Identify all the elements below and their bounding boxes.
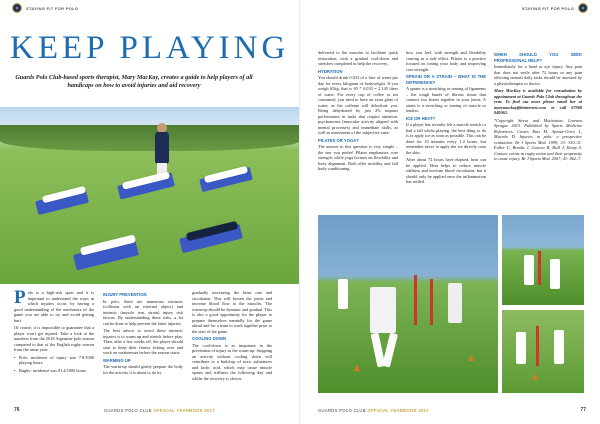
player-figure bbox=[554, 330, 564, 364]
agility-pole bbox=[538, 251, 541, 285]
article-column-2 bbox=[103, 290, 183, 377]
trainer-figure bbox=[155, 132, 169, 164]
agility-pole bbox=[536, 326, 539, 366]
club-crest-icon bbox=[578, 3, 588, 13]
article-column-3 bbox=[192, 290, 272, 383]
subheading: WHEN SHOULD YOU SEEK PROFESSIONAL HELP? bbox=[494, 52, 582, 63]
body-text: Of course, it is impossible to guarantee that a player won't get injured. Take a look at the numbers from the 2018 Argentine polo season compared to that of the English rugby season from the same year: bbox=[14, 325, 94, 352]
body-text: If a player has recently felt a muscle stretch or had a fall whilst playing, the best thing to do is to apply ice as soon as possible. This can be done for 10 minutes every 1-2 hours, but remember never to apply the ice directly onto the skin. bbox=[406, 122, 486, 155]
drop-cap: P bbox=[14, 287, 26, 308]
body-text: You should drink 0.033 of a litre of water per day for every kilogram of bodyweight. If you weigh 65kg, that is 65 * 0.033 = 2.145 litres of water. For every cup of coffee or tea consumed, you need to have an extra glass of water, as the caffeine will dehydrate you. Being dehydrated by just 2% impairs performance in tasks that require attention, psychomotor (muscular activity aligned with mental processes) and immediate skills, as well as assessment of the subjective state. bbox=[318, 75, 398, 135]
article-column-4 bbox=[318, 50, 398, 174]
player-figure bbox=[524, 255, 534, 285]
running-head-left: STAYING FIT FOR POLO bbox=[26, 6, 79, 11]
article-column-6 bbox=[494, 50, 582, 210]
polo-drill-photo bbox=[318, 215, 498, 393]
body-text: The best advice to avoid these intrinsic injuries is to warm up and stretch before play. Then, after a few weeks off, the player should start to keep their fitness ticking over and work on weaknesses before the season starts. bbox=[103, 328, 183, 355]
body-text: Immediately for a head or eye injury. Any pain that does not settle after 72 hours or any pain affecting normal daily tasks should be assessed by a physiotherapist or doctor. bbox=[494, 64, 582, 86]
bullet-item: • Rugby: incidence was 81.4/1000 hours bbox=[14, 368, 94, 374]
right-page bbox=[300, 0, 600, 424]
subheading: ICE OR HEAT? bbox=[406, 115, 436, 121]
body-text: After about 72 hours have elapsed, heat can be applied. Heat helps to reduce muscle stiffness and increase blood circulation, but it should only be applied once the inflammation has settled. bbox=[406, 157, 486, 184]
footer-club: GUARDS POLO CLUB bbox=[104, 408, 152, 413]
player-figure bbox=[448, 283, 462, 323]
subheading: WARMING UP bbox=[103, 357, 131, 363]
polo-drill-photo bbox=[502, 310, 584, 393]
bullet-item: • Polo: incidence of injury was 7.8/1000 playing hours bbox=[14, 355, 94, 366]
article-column-5 bbox=[406, 50, 486, 187]
page-title: KEEP PLAYING bbox=[10, 30, 290, 66]
references: *Copyright Stress and Motivation, Lorenzo Sprague 2015. Published by Sports Medicine References. Castro Ruiz M, Aponte-Grice L, Macedo D. Injuries in polo: a prospective evaluation. Br J Sports Med. 1999; 33: 330–31. Fuller C, Brooks J, Cancea R, Hall J, Kemp S. Contact events in rugby union and their propensity to cause injury. Br J Sports Med. 2007; 41: 862–7. bbox=[494, 117, 582, 161]
body-text: The warm-up should gently prepare the body for the activity it is about to do by bbox=[103, 364, 183, 375]
body-text: olo is a high-risk sport and it is important to understand the ways in which injuries occur, by having a good understanding of the mechanics of the game you are able to try and avoid getting hurt. bbox=[14, 290, 94, 323]
footer-yearbook: OFFICIAL YEARBOOK 2017 bbox=[153, 408, 215, 413]
author-contact: Mary MacKay is available for consultation by appointment at Guards Polo Club throughout the year. To find out more please email her at marymackay@btinternet.com or call 07968 040063. bbox=[494, 88, 582, 115]
body-text: how you feel, with strength and flexibility coming as a side effect. Pilates is a practice focused on toning your body and improving core strength. bbox=[406, 50, 486, 72]
training-cone bbox=[532, 374, 538, 380]
footer-club: GUARDS POLO CLUB bbox=[318, 408, 366, 413]
player-figure bbox=[516, 332, 526, 364]
page-number-right: 77 bbox=[580, 407, 586, 413]
player-figure bbox=[370, 287, 396, 333]
running-head-right: STAYING FIT FOR POLO bbox=[521, 6, 574, 11]
body-text: A sprain is a stretching or tearing of ligaments – the tough bands of fibrous tissue that connect two bones together in your joints. A strain is a stretching or tearing of muscle or tendon. bbox=[406, 86, 486, 113]
body-text: The cool-down is as important in the prevention of injury as the warm-up. Stopping an activity without cooling down will contribute to a build-up of toxic substances and lactic acid, which may cause muscle spasm and stiffness the following day and whilst the recovery is slower. bbox=[192, 342, 272, 381]
yoga-session-photo bbox=[0, 107, 300, 284]
subheading: INJURY PREVENTION bbox=[103, 292, 147, 297]
footer-yearbook: OFFICIAL YEARBOOK 2017 bbox=[367, 408, 429, 413]
training-cone bbox=[354, 365, 360, 371]
agility-pole bbox=[430, 279, 433, 325]
article-column-1 bbox=[14, 287, 94, 375]
polo-drill-photo bbox=[502, 215, 584, 305]
footer-left bbox=[104, 408, 215, 413]
player-leg bbox=[382, 333, 398, 368]
player-figure bbox=[550, 259, 560, 289]
treeline bbox=[0, 125, 300, 151]
body-text: gradually increasing the heart rate and circulation. This will loosen the joints and increase blood flow to the muscles. The warm-up should be dynamic and gradual. This is also a good opportunity for the player to prepare themselves mentally for the game ahead and for a team to work together prior to the start of the game. bbox=[192, 290, 272, 334]
subheading: HYDRATION bbox=[318, 68, 343, 74]
page-number-left: 76 bbox=[14, 407, 20, 413]
standfirst: Guards Polo Club-based sports therapist, Mary MacKay, creates a guide to help players of all handicaps on how to avoid injuries and aid recovery bbox=[15, 74, 253, 89]
player-figure bbox=[338, 279, 348, 309]
club-crest-icon bbox=[12, 3, 22, 13]
subheading: COOLING DOWN bbox=[192, 336, 226, 341]
agility-pole bbox=[414, 275, 417, 325]
footer-right bbox=[318, 408, 429, 413]
training-cone bbox=[468, 355, 474, 361]
subheading: SPRAIN OR A STRAIN – WHAT IS THE DIFFERENCE? bbox=[406, 74, 486, 85]
subheading: PILATES OR YOGA? bbox=[318, 137, 359, 143]
body-text: The answer to this question is very simple – the one you prefer! Pilates emphasises core strength, while yoga focuses on flexibility and body alignment. Both offer mobility and full body conditioning. bbox=[318, 144, 398, 171]
body-text: In polo, there are numerous extrinsic (collision with an external object) and intrinsic (muscle tear, strain) injury risk factors. By understanding these risks, a lot can be done to help prevent the latter injuries. bbox=[103, 298, 183, 326]
body-text: delivered to the muscles to facilitate quick restoration, with a gradual cool-down and stretches completed to help the recovery. bbox=[318, 50, 398, 66]
